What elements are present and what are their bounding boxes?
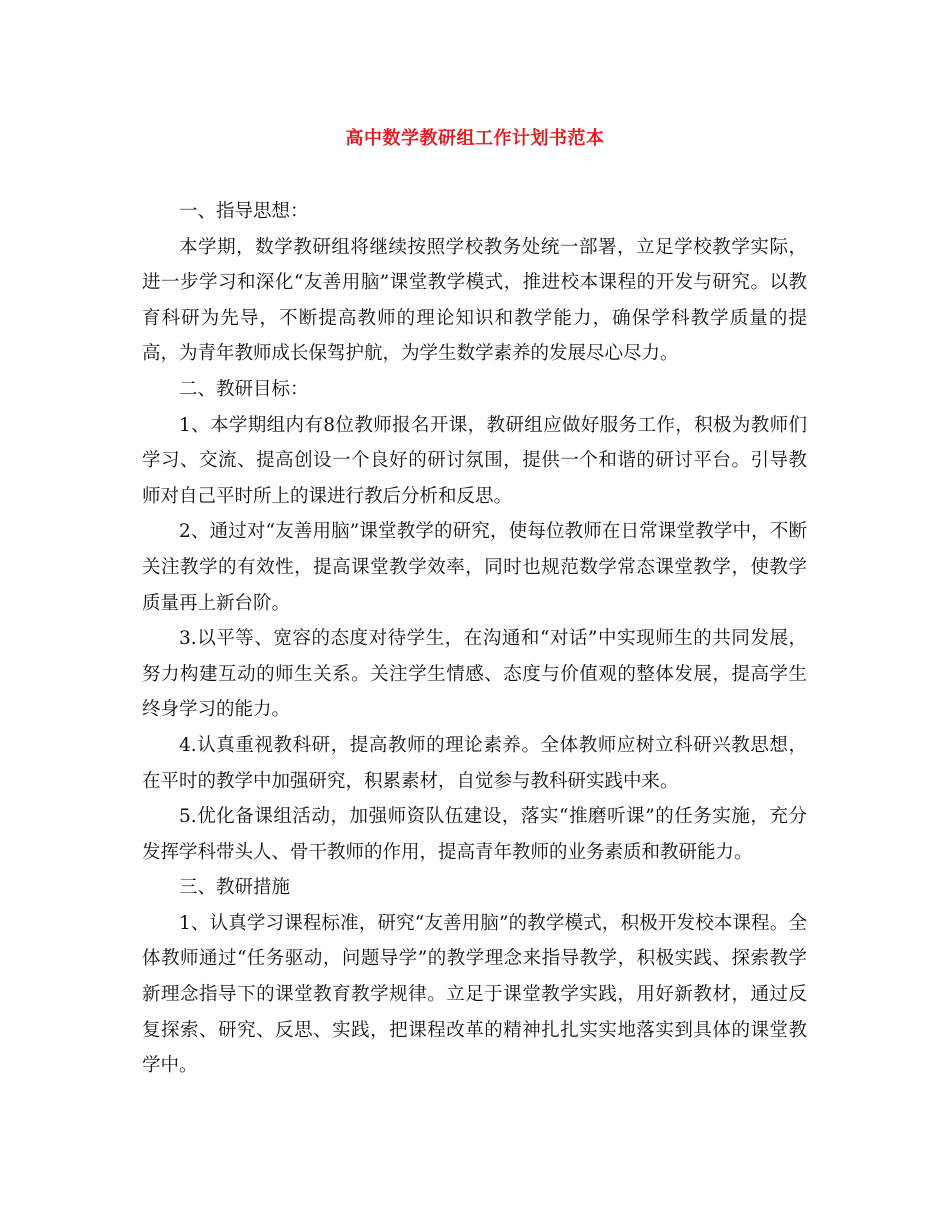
paragraph-guiding-ideology: 本学期，数学教研组将继续按照学校教务处统一部署，立足学校教学实际，进一步学习和深化“友善用脑”课堂教学模式，推进校本课程的开发与研究。以教育科研为先导，不断提高教师的理论知识和教学能力，确保学科教学质量的提高，为青年教师成长保驾护航，为学生数学素养的发展尽心尽力。 [142, 236, 807, 365]
paragraph-goal-5: 5.优化备课组活动，加强师资队伍建设，落实“推磨听课”的任务实施，充分发挥学科带头人、骨干教师的作用，提高青年教师的业务素质和教研能力。 [142, 806, 807, 863]
document-body [142, 194, 807, 1084]
section-heading-research-measures: 三、教研措施 [179, 877, 291, 899]
paragraph-goal-4: 4.认真重视教科研，提高教师的理论素养。全体教师应树立科研兴教思想，在平时的教学中加强研究，积累素材，自觉参与教科研实践中来。 [142, 734, 807, 792]
document-title: 高中数学教研组工作计划书范本 [345, 128, 605, 149]
paragraph-measure-1: 1、认真学习课程标准，研究“友善用脑”的教学模式，积极开发校本课程。全体教师通过“任务驱动，问题导学”的教学理念来指导教学，积极实践、探索教学新理念指导下的课堂教育教学规律。立足于课堂教学实践，用好新教材，通过反复探索、研究、反思、实践，把课程改革的精神扎扎实实地落实到具体的课堂教学中。 [142, 912, 807, 1077]
paragraph-goal-2: 2、通过对“友善用脑”课堂教学的研究，使每位教师在日常课堂教学中，不断关注教学的有效性，提高课堂教学效率，同时也规范数学常态课堂教学，使教学质量再上新台阶。 [142, 521, 807, 614]
section-heading-guiding-ideology: 一、指导思想： [179, 201, 309, 222]
paragraph-goal-3: 3.以平等、宽容的态度对待学生，在沟通和“对话”中实现师生的共同发展，努力构建互动的师生关系。关注学生情感、态度与价值观的整体发展，提高学生终身学习的能力。 [142, 628, 807, 721]
section-heading-research-goals: 二、教研目标： [179, 378, 309, 400]
paragraph-goal-1: 1、本学期组内有8位教师报名开课，教研组应做好服务工作，积极为教师们学习、交流、提高创设一个良好的研讨氛围，提供一个和谐的研讨平台。引导教师对自己平时所上的课进行教后分析和反思。 [142, 414, 807, 507]
